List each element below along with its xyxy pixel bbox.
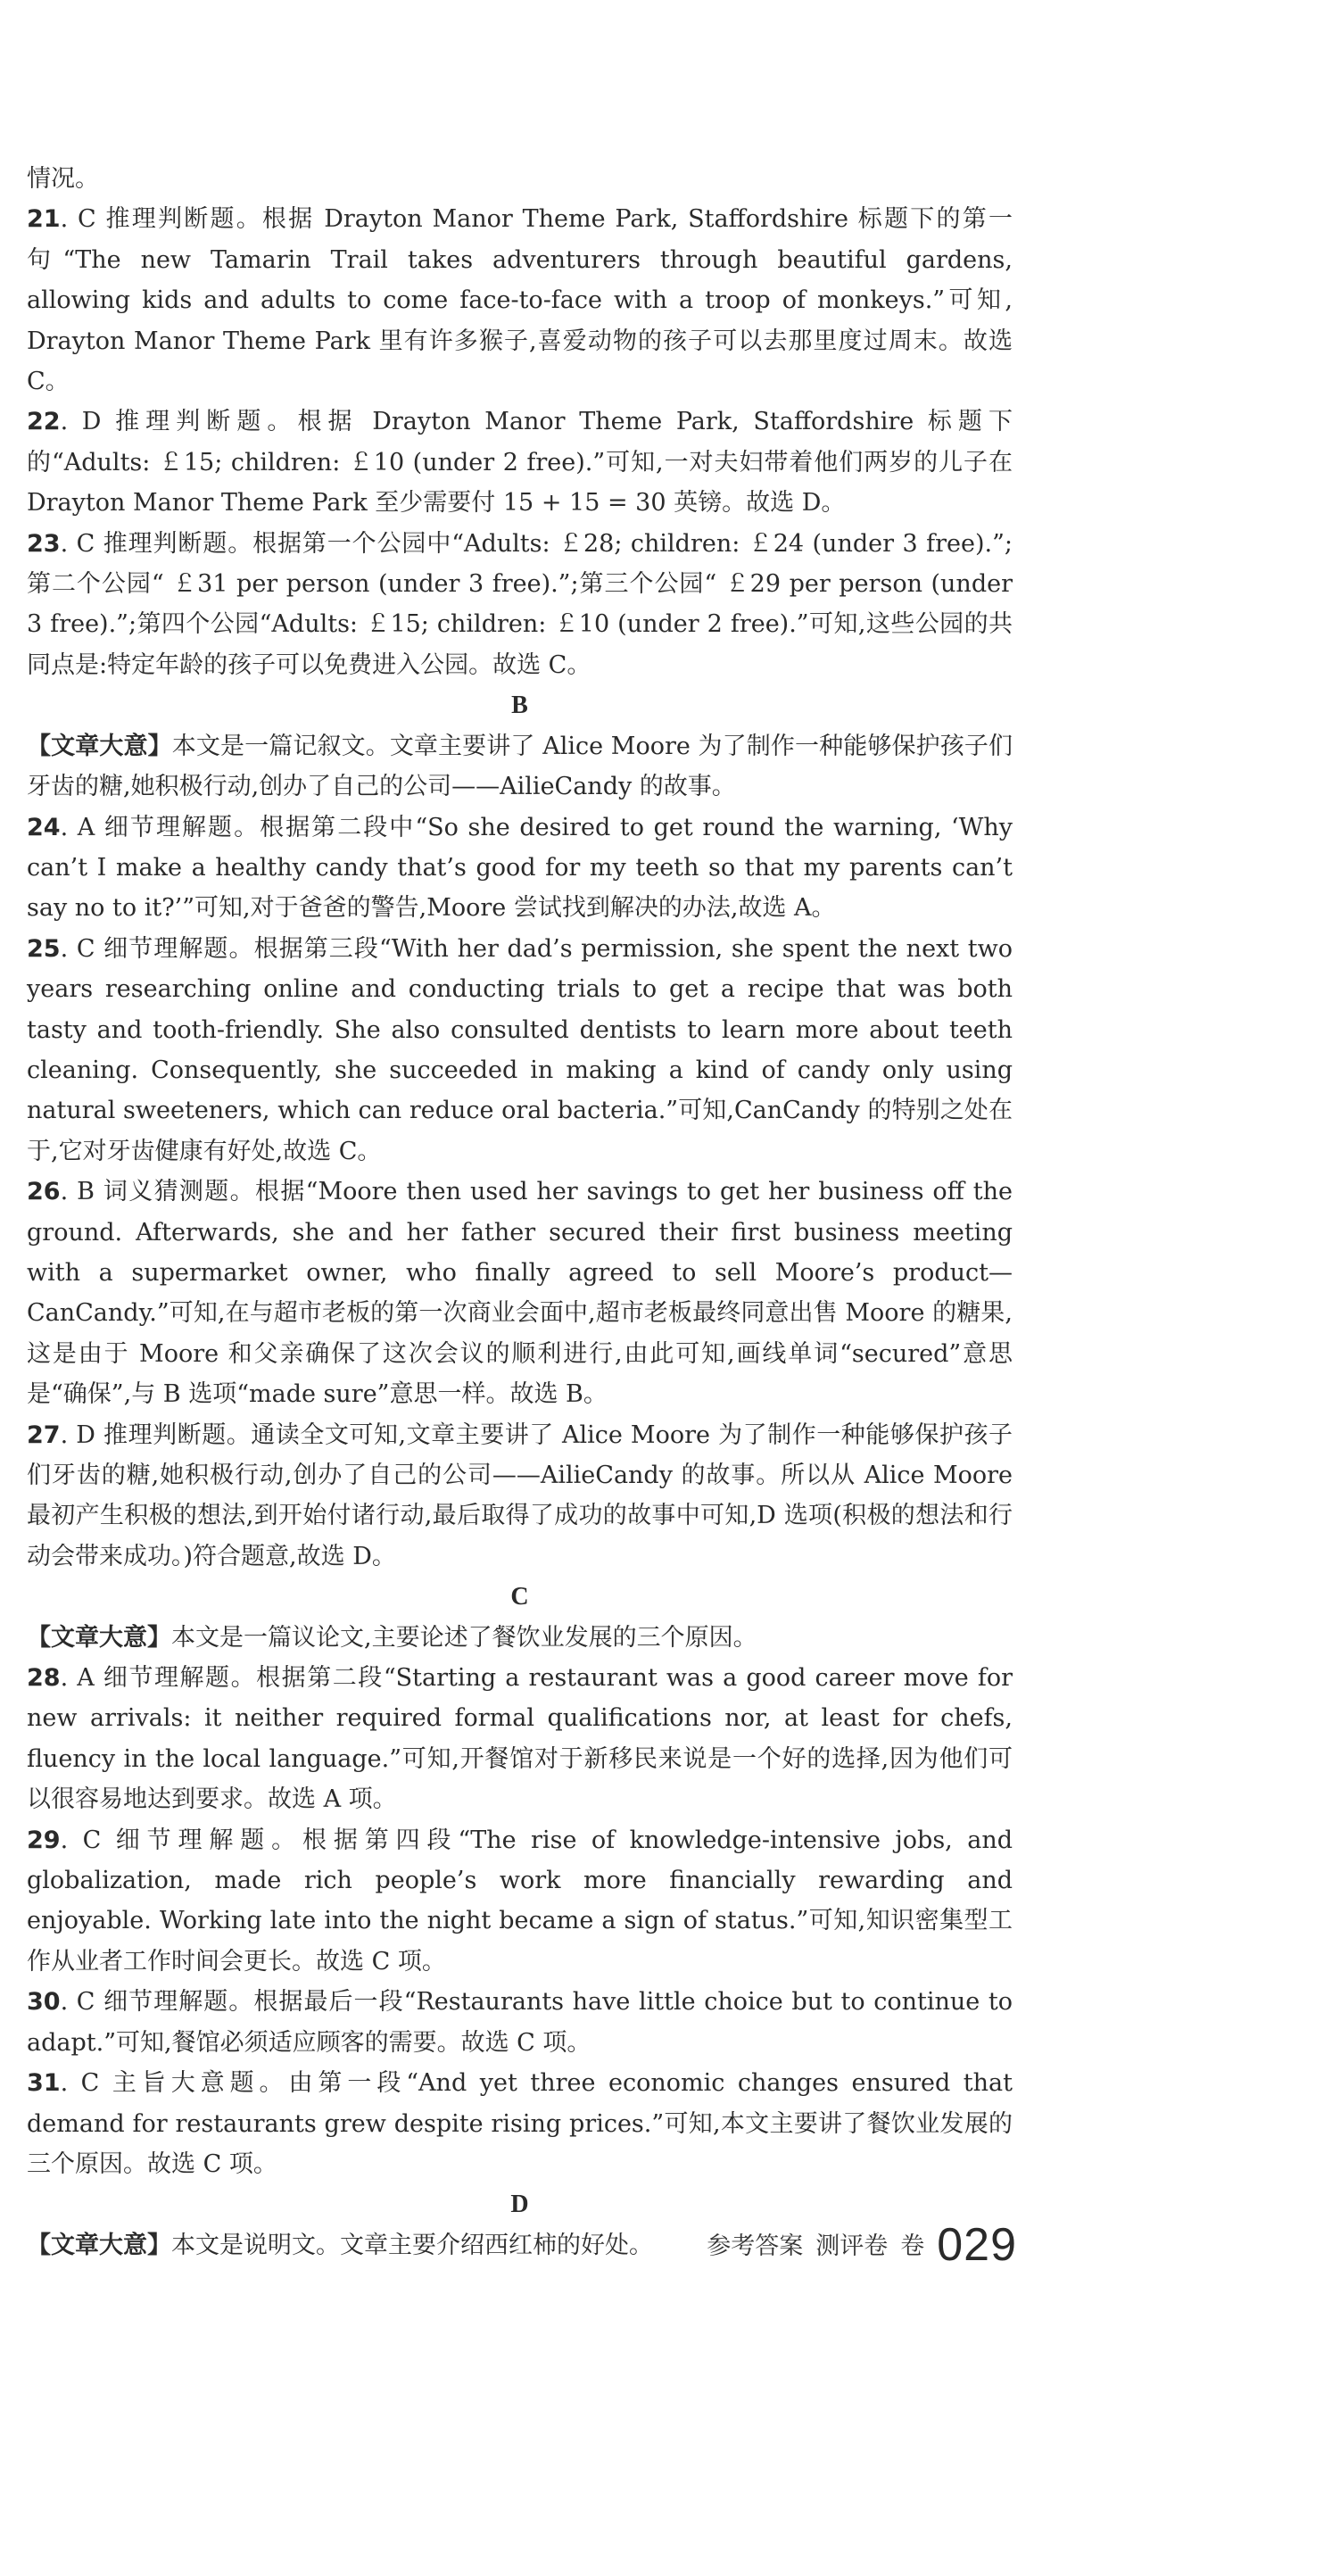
answer-text: . C 细节理解题。根据第四段“The rise of knowledge-intensive jobs, and globalization, made rich people’s work more financially rewarding and enjoyable. Working late into the night became a sign of status.”可知,知识密集型工作从业者工作时间会更长。故选 C 项。 [27,1826,1013,1975]
summary-text: 本文是说明文。文章主要介绍西红柿的好处。 [171,2231,653,2259]
answer-text: . D 推理判断题。通读全文可知,文章主要讲了 Alice Moore 为了制作一种能够保护孩子们牙齿的糖,她积极行动,创办了自己的公司——AilieCandy 的故事。所以从 Alice Moore 最初产生积极的想法,到开始付诸行动,最后取得了成功的故事中可知,D 选项(积极的想法和行动会带来成功。)符合题意,故选 D。 [27,1421,1013,1570]
section-c-heading: C [510,1583,529,1611]
answer-text: . D 推理判断题。根据 Drayton Manor Theme Park, Staffordshire 标题下的“Adults: ￡15; children: ￡10 (under 2 free).”可知,一对夫妇带着他们两岁的儿子在 Drayton Manor Theme Park 至少需要付 15 + 15 = 30 英镑。故选 D。 [27,408,1013,518]
question-number: 23 [27,529,61,558]
section-c-summary [27,1618,1013,1658]
footer-label-answers: 参考答案 [707,2232,804,2260]
answer-29 [27,1820,1013,1983]
section-d-heading: D [510,2191,529,2219]
summary-text: 本文是一篇议论文,主要论述了餐饮业发展的三个原因。 [171,1623,757,1652]
section-b-heading: B [511,692,528,720]
question-number: 21 [27,205,61,234]
question-number: 26 [27,1178,61,1206]
question-number: 28 [27,1664,61,1693]
answer-text: . A 细节理解题。根据第二段“Starting a restaurant was a good career move for new arrivals: it neither required formal qualifications nor, at least for chefs, fluency in the local language.”可知,开餐馆对于新移民来说是一个好的选择,因为他们可以很容易地达到要求。故选 A 项。 [27,1664,1013,1814]
answer-text: . C 主旨大意题。由第一段“And yet three economic changes ensured that demand for restaurants grew despite rising prices.”可知,本文主要讲了餐饮业发展的三个原因。故选 C 项。 [27,2069,1013,2178]
question-number: 22 [27,408,61,436]
question-number: 30 [27,1988,61,2017]
footer-label-volume: 卷 [900,2232,925,2260]
section-b-summary [27,726,1013,808]
answer-content [27,159,1013,2265]
page-number: 029 [937,2219,1017,2271]
answer-26 [27,1172,1013,1414]
answer-21 [27,199,1013,402]
answer-text: . C 推理判断题。根据 Drayton Manor Theme Park, Staffordshire 标题下的第一句“The new Tamarin Trail takes adventurers through beautiful gardens, allowing kids and adults to come face-to-face with a troop of monkeys.”可知, Drayton Manor Theme Park 里有许多猴子,喜爱动物的孩子可以去那里度过周末。故选 C。 [27,205,1013,396]
answer-30 [27,1982,1013,2063]
paragraph-carryover: 情况。 [27,165,99,193]
page-footer [625,2215,1017,2271]
answer-text: . C 细节理解题。根据最后一段“Restaurants have little choice but to continue to adapt.”可知,餐馆必须适应顾客的需要。故选 C 项。 [27,1988,1013,2057]
summary-tag: 【文章大意】 [27,1623,171,1652]
answer-28 [27,1658,1013,1820]
question-number: 25 [27,934,61,963]
answer-text: . B 词义猜测题。根据“Moore then used her savings to get her business off the ground. Afterwards, she and her father secured their first business meeting with a supermarket owner, who finally agreed to sell Moore’s product—CanCandy.”可知,在与超市老板的第一次商业会面中,超市老板最终同意出售 Moore 的糖果,这是由于 Moore 和父亲确保了这次会议的顺利进行,由此可知,画线单词“secured”意思是“确保”,与 B 选项“made sure”意思一样。故选 B。 [27,1178,1013,1409]
answer-31 [27,2063,1013,2184]
question-number: 24 [27,813,61,841]
question-number: 27 [27,1421,61,1449]
footer-label-test: 测评卷 [815,2232,889,2260]
answer-24 [27,808,1013,929]
question-number: 31 [27,2069,61,2098]
answer-25 [27,929,1013,1172]
answer-text: . C 推理判断题。根据第一个公园中“Adults: ￡28; children: ￡24 (under 3 free).”;第二个公园“ ￡31 per person (under 3 free).”;第三个公园“ ￡29 per person (under 3 free).”;第四个公园“Adults: ￡15; children: ￡10 (under 2 free).”可知,这些公园的共同点是:特定年龄的孩子可以免费进入公园。故选 C。 [27,529,1013,679]
summary-tag: 【文章大意】 [27,2231,171,2259]
answer-23 [27,524,1013,686]
answer-22 [27,402,1013,523]
summary-text: 本文是一篇记叙文。文章主要讲了 Alice Moore 为了制作一种能够保护孩子们牙齿的糖,她积极行动,创办了自己的公司——AilieCandy 的故事。 [27,732,1013,801]
answer-text: . C 细节理解题。根据第三段“With her dad’s permission, she spent the next two years researching online and conducting trials to get a recipe that was both tasty and tooth-friendly. She also consulted dentists to learn more about teeth cleaning. Consequently, she succeeded in making a kind of candy only using natural sweeteners, which can reduce oral bacteria.”可知,CanCandy 的特别之处在于,它对牙齿健康有好处,故选 C。 [27,934,1013,1165]
answer-text: . A 细节理解题。根据第二段中“So she desired to get round the warning, ‘Why can’t I make a healthy candy that’s good for my teeth so that my parents can’t say no to it?’”可知,对于爸爸的警告,Moore 尝试找到解决的办法,故选 A。 [27,813,1013,923]
answer-27 [27,1415,1013,1578]
question-number: 29 [27,1826,61,1854]
summary-tag: 【文章大意】 [27,732,172,760]
